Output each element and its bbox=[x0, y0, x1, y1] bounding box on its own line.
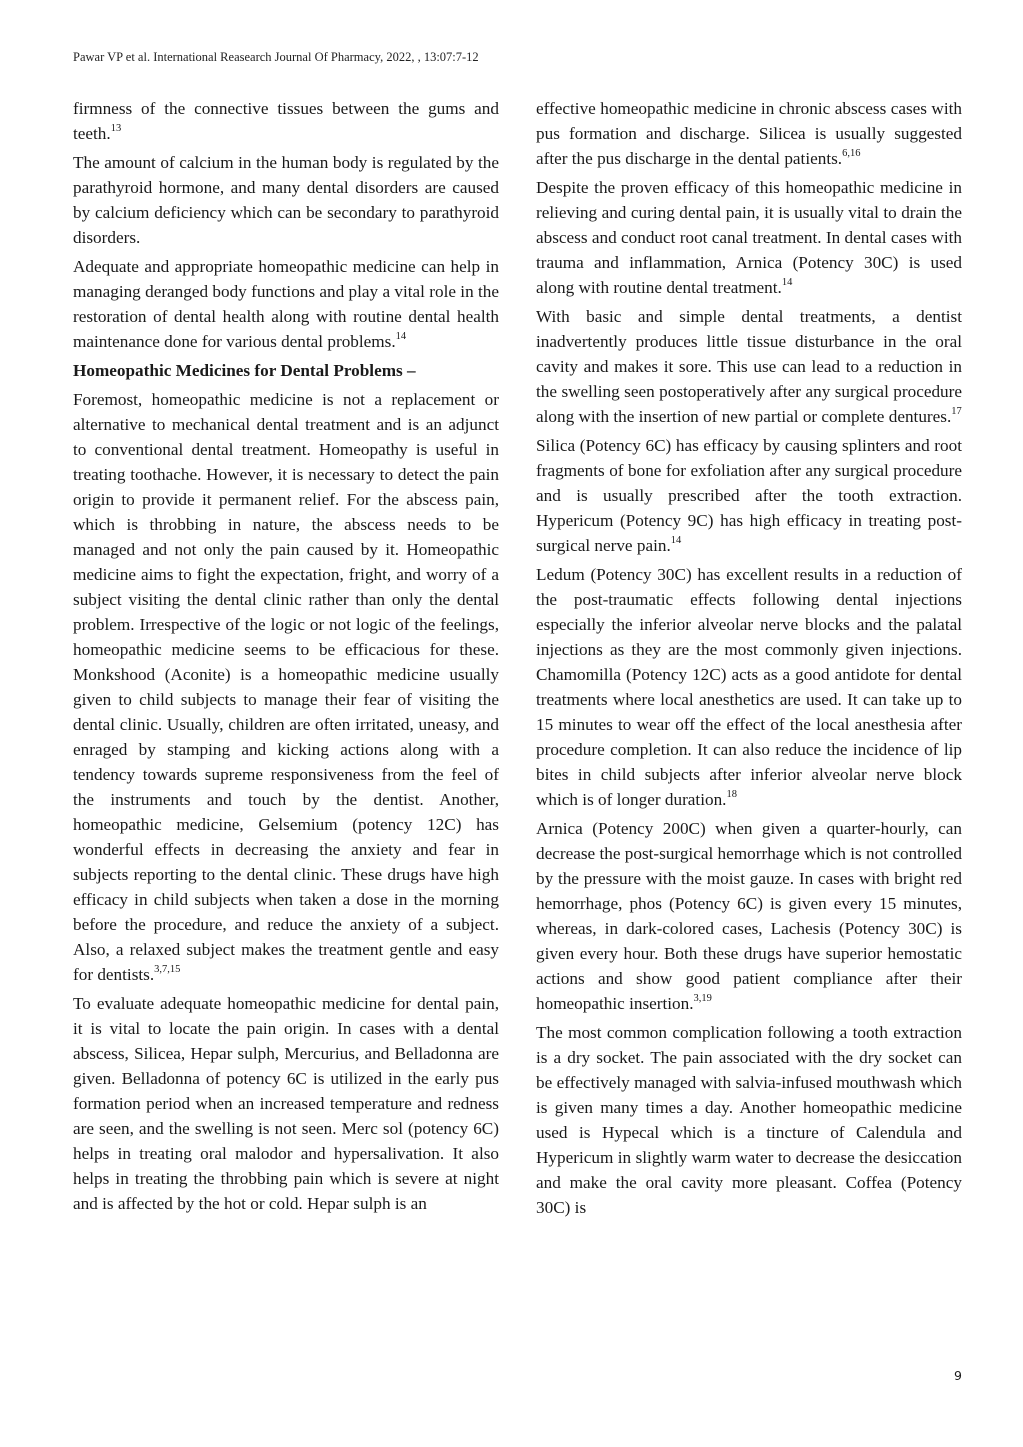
paragraph: Adequate and appropriate homeopathic medicine can help in managing deranged body functions and play a vital role in the restoration of dental health along with routine dental health maintenance done for various dental problems.$^{14}$ bbox=[73, 257, 499, 351]
citation-ref: 6,16 bbox=[842, 148, 861, 160]
paragraph: The most common complication following a tooth extraction is a dry socket. The pain associated with the dry socket can be effectively managed with salvia-infused mouthwash which is given many times a day. Another homeopathic medicine used is Hypecal which is a tincture of Calendula and Hypericum in slightly warm water to decrease the desiccation and make the oral cavity more pleasant. Coffea (Potency 30C) is bbox=[536, 1023, 962, 1217]
citation-ref: 3,19 bbox=[693, 993, 712, 1005]
citation-ref: 14 bbox=[395, 331, 407, 343]
paragraph: firmness of the connective tissues between the gums and teeth.$^{13}$ bbox=[73, 99, 499, 143]
paragraph: With basic and simple dental treatments, a dentist inadvertently produces little tissue disturbance in the oral cavity and makes it sore. This use can lead to a reduction in the swelling seen postoperatively after any surgical procedure along with the insertion of new partial or complete dentures.$^{17}$ bbox=[536, 307, 962, 426]
right-column bbox=[536, 96, 962, 1224]
citation-ref: 14 bbox=[781, 277, 793, 289]
running-head: Pawar VP et al. International Reasearch Journal Of Pharmacy, 2022, , 13:07:7-12 bbox=[73, 50, 479, 64]
paragraph: Foremost, homeopathic medicine is not a replacement or alternative to mechanical dental treatment and is an adjunct to conventional dental treatment. Homeopathy is useful in treating toothache. However, it is necessary to detect the pain origin to provide it permanent relief. For the abscess pain, which is throbbing in nature, the abscess needs to be managed and not only the pain caused by it. Homeopathic medicine aims to fight the expectation, fright, and worry of a subject visiting the dental clinic rather than only the dental problem. Irrespective of the logic or not logic of the feelings, homeopathic medicine seems to be efficacious for these. Monkshood (Aconite) is a homeopathic medicine usually given to child subjects to manage their fear of visiting the dental clinic. Usually, children are often irritated, uneasy, and enraged by stamping and kicking actions along with a tendency towards supreme responsiveness from the feel of the instruments and touch by the dentist. Another, homeopathic medicine, Gelsemium (potency 12C) has wonderful effects in decreasing the anxiety and fear in subjects reporting to the dental clinic. These drugs have high efficacy in child subjects when taken a dose in the morning before the procedure, and reduce the anxiety of a subject. Also, a relaxed subject makes the treatment gentle and easy for dentists.$^{3,7,15}$ bbox=[73, 390, 499, 984]
paragraph: To evaluate adequate homeopathic medicine for dental pain, it is vital to locate the pain origin. In cases with a dental abscess, Silicea, Hepar sulph, Mercurius, and Belladonna are given. Belladonna of potency 6C is utilized in the early pus formation period when an increased temperature and redness are seen, and the swelling is not seen. Merc sol (potency 6C) helps in treating oral malodor and hypersalivation. It also helps in treating the throbbing pain which is severe at night and is affected by the hot or cold. Hepar sulph is an bbox=[73, 994, 499, 1213]
paragraph: Arnica (Potency 200C) when given a quarter-hourly, can decrease the post-surgical hemorrhage which is not controlled by the pressure with the moist gauze. In cases with bright red hemorrhage, phos (Potency 6C) is given every 15 minutes, whereas, in dark-colored cases, Lachesis (Potency 30C) is given every hour. Both these drugs have superior hemostatic actions and show good patient compliance after their homeopathic insertion.$^{3,19}$ bbox=[536, 819, 962, 1013]
left-column bbox=[73, 96, 499, 1220]
paragraph: Despite the proven efficacy of this homeopathic medicine in relieving and curing dental pain, it is usually vital to drain the abscess and conduct root canal treatment. In dental cases with trauma and inflammation, Arnica (Potency 30C) is used along with routine dental treatment.$^{14}$ bbox=[536, 178, 962, 297]
citation-ref: 14 bbox=[670, 535, 682, 547]
citation-ref: 13 bbox=[110, 123, 122, 135]
paragraph: Silica (Potency 6C) has efficacy by causing splinters and root fragments of bone for exfoliation after any surgical procedure and is usually prescribed after the tooth extraction. Hypericum (Potency 9C) has high efficacy in treating post-surgical nerve pain.$^{14}$ bbox=[536, 436, 962, 555]
paragraph: effective homeopathic medicine in chronic abscess cases with pus formation and discharge. Silicea is usually suggested after the pus discharge in the dental patients.$^{6,16}$ bbox=[536, 99, 962, 168]
section-heading: Homeopathic Medicines for Dental Problems – bbox=[73, 361, 416, 380]
citation-ref: 3,7,15 bbox=[154, 964, 181, 976]
paragraph: Ledum (Potency 30C) has excellent results in a reduction of the post-traumatic effects following dental injections especially the inferior alveolar nerve blocks and the palatal injections as they are the most commonly given injections. Chamomilla (Potency 12C) acts as a good antidote for dental treatments where local anesthetics are used. It can take up to 15 minutes to wear off the effect of the local anesthesia after procedure completion. It can also reduce the incidence of lip bites in child subjects after inferior alveolar nerve block which is of longer duration.$^{18}$ bbox=[536, 565, 962, 809]
citation-ref: 18 bbox=[726, 789, 737, 801]
paragraph: The amount of calcium in the human body is regulated by the parathyroid hormone, and many dental disorders are caused by calcium deficiency which can be secondary to parathyroid disorders. bbox=[73, 153, 499, 247]
citation-ref: 17 bbox=[951, 406, 962, 418]
page-number: 9 bbox=[954, 1368, 962, 1383]
